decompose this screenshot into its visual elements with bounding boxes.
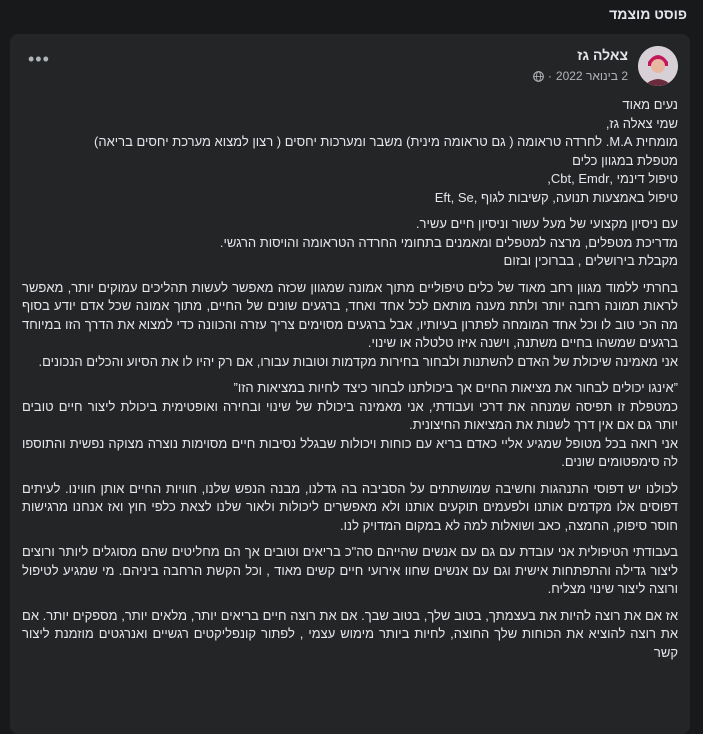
post-paragraph — [22, 279, 678, 372]
more-options-icon[interactable]: ••• — [28, 49, 50, 69]
post-paragraph — [22, 480, 678, 536]
post-line: ”אינגו יכולים לבחור את מציאות החיים אך ביכולתנו לבחור כיצד לחיות במציאות הזו” — [233, 380, 678, 395]
post-paragraph — [22, 96, 678, 207]
post-line: מומחית M.A. לחרדה טראומה ( גם טראומה מינית) משבר ומערכות יחסים ( רצון למצוא מערכת יחסים בריאה) — [94, 134, 678, 149]
post-line: מדריכת מטפלים, מרצה למטפלים ומאמנים בתחומי החרדה הטראומה והויסות הרגשי. — [219, 234, 678, 250]
post-line: שמי צאלה גז, — [605, 115, 678, 131]
post-paragraph — [22, 379, 678, 472]
meta-separator: · — [547, 69, 552, 83]
post-line: אז אם את רוצה להיות את בעצמתך, בטוב שלך, בטוב שבך. אם את רוצה חיים בריאים יותר, מלאים יותר, מספקים יותר. אם את רוצה להוציא את הכוחות שלך החוצה, לחיות ביותר מימוש עצמי , לפתור קונפליקטים רגשיים ואנרגטים מוזמנת ליצור קשר — [22, 607, 678, 660]
post-paragraph — [22, 543, 678, 599]
post-line: מקבלת בירושלים , בברוכין ובזום — [503, 253, 678, 268]
avatar-photo — [638, 46, 678, 86]
globe-icon[interactable] — [533, 71, 544, 82]
post-line: בחרתי ללמוד מגוון רחב מאוד של כלים טיפוליים מתוך אמונה שמגוון שכזה מאפשר לעשות תהליכים עמוקים יותר, מאפשר לראות תמונה רחבה יותר ולתת מענה מותאם לכל אחד ואחד, ברגעים שונים של החיים, מתוך אמונה שכל אדם יודע בסוף מה הכי טוב לו וכל אחד המומחה לפתרון בעיותיו, אבל ברגעים מסוימים צריך עזרה והכוונה כדי למצוא את הדרך הזו במיוחד ברגעים שמשהו בחיים משתנה, וישנה איזו טלטלה או שינוי. — [22, 279, 678, 350]
post-line: טיפול דינמי ,Cbt, Emdr, — [547, 171, 678, 186]
author-name[interactable]: צאלה גז — [577, 47, 628, 63]
post-line: נעים מאוד — [622, 97, 678, 112]
section-title: פוסט מוצמד — [609, 6, 687, 22]
post-card — [10, 34, 690, 734]
post-body — [22, 96, 678, 662]
post-line: מטפלת במגוון כלים — [572, 152, 678, 168]
post-line: אני רואה בכל מטופל שמגיע אליי כאדם בריא עם כוחות ויכולות שבגלל נסיבות חיים מסוימות נוצרה מצוקה נפשית והתוספו לה סימפטומים שונים. — [22, 435, 678, 469]
post-line: עם ניסיון מקצועי של מעל עשור וניסיון חיים עשיר. — [415, 216, 678, 231]
avatar[interactable] — [638, 46, 678, 86]
post-paragraph — [22, 215, 678, 271]
post-line: לכולנו יש דפוסי התנהגות וחשיבה שמושתתים על הסביבה בה גדלנו, מבנה הנפש שלנו, חוויות החיים אותן חווינו. לעיתים דפוסים אלו מקדמים אותנו ולפעמים תוקעים אותנו ולא מאפשרים ליכולות ולאור שלנו לצאת כלפי חוץ ואז אנחנו מרגישות חוסר סיפוק, החמצה, כאב ושואלות למה לא במקום המדויק לנו. — [22, 480, 678, 533]
post-line: אני מאמינה שיכולת של האדם להשתנות ולבחור בחירות מקדמות וטובות עבורו, אם רק יהיו לו את הסיוע והכלים הנכונים. — [38, 353, 678, 369]
post-line: טיפול באמצעות תנועה, קשיבות לגוף ,Eft, Se — [434, 189, 678, 205]
post-meta — [533, 69, 628, 83]
post-paragraph — [22, 607, 678, 663]
post-line: כמטפלת זו תפיסה שמנחה את דרכי ועבודתי, אני מאמינה ביכולת של שינוי ובחירה ואופטימית ביכולת ליצור חיים טובים יותר גם אם אין דרך לשנות את המציאות החיצונית. — [22, 398, 678, 432]
post-line: בעבודתי הטיפולית אני עובדת עם גם עם אנשים שהייהם סה"כ בריאים וטובים אך הם מחליטים שהם מסוגלים ליותר ורוצים ליצור גדילה והתפתחות אישית וגם עם אנשים שחוו אירועי חיים קשים מאוד , וכל הקשת הרחבה ביניהם. מי שמגיע לטיפול ורוצה ליצור שינוי מצליח. — [22, 544, 678, 596]
post-date[interactable]: 2 בינואר 2022 — [555, 69, 628, 83]
